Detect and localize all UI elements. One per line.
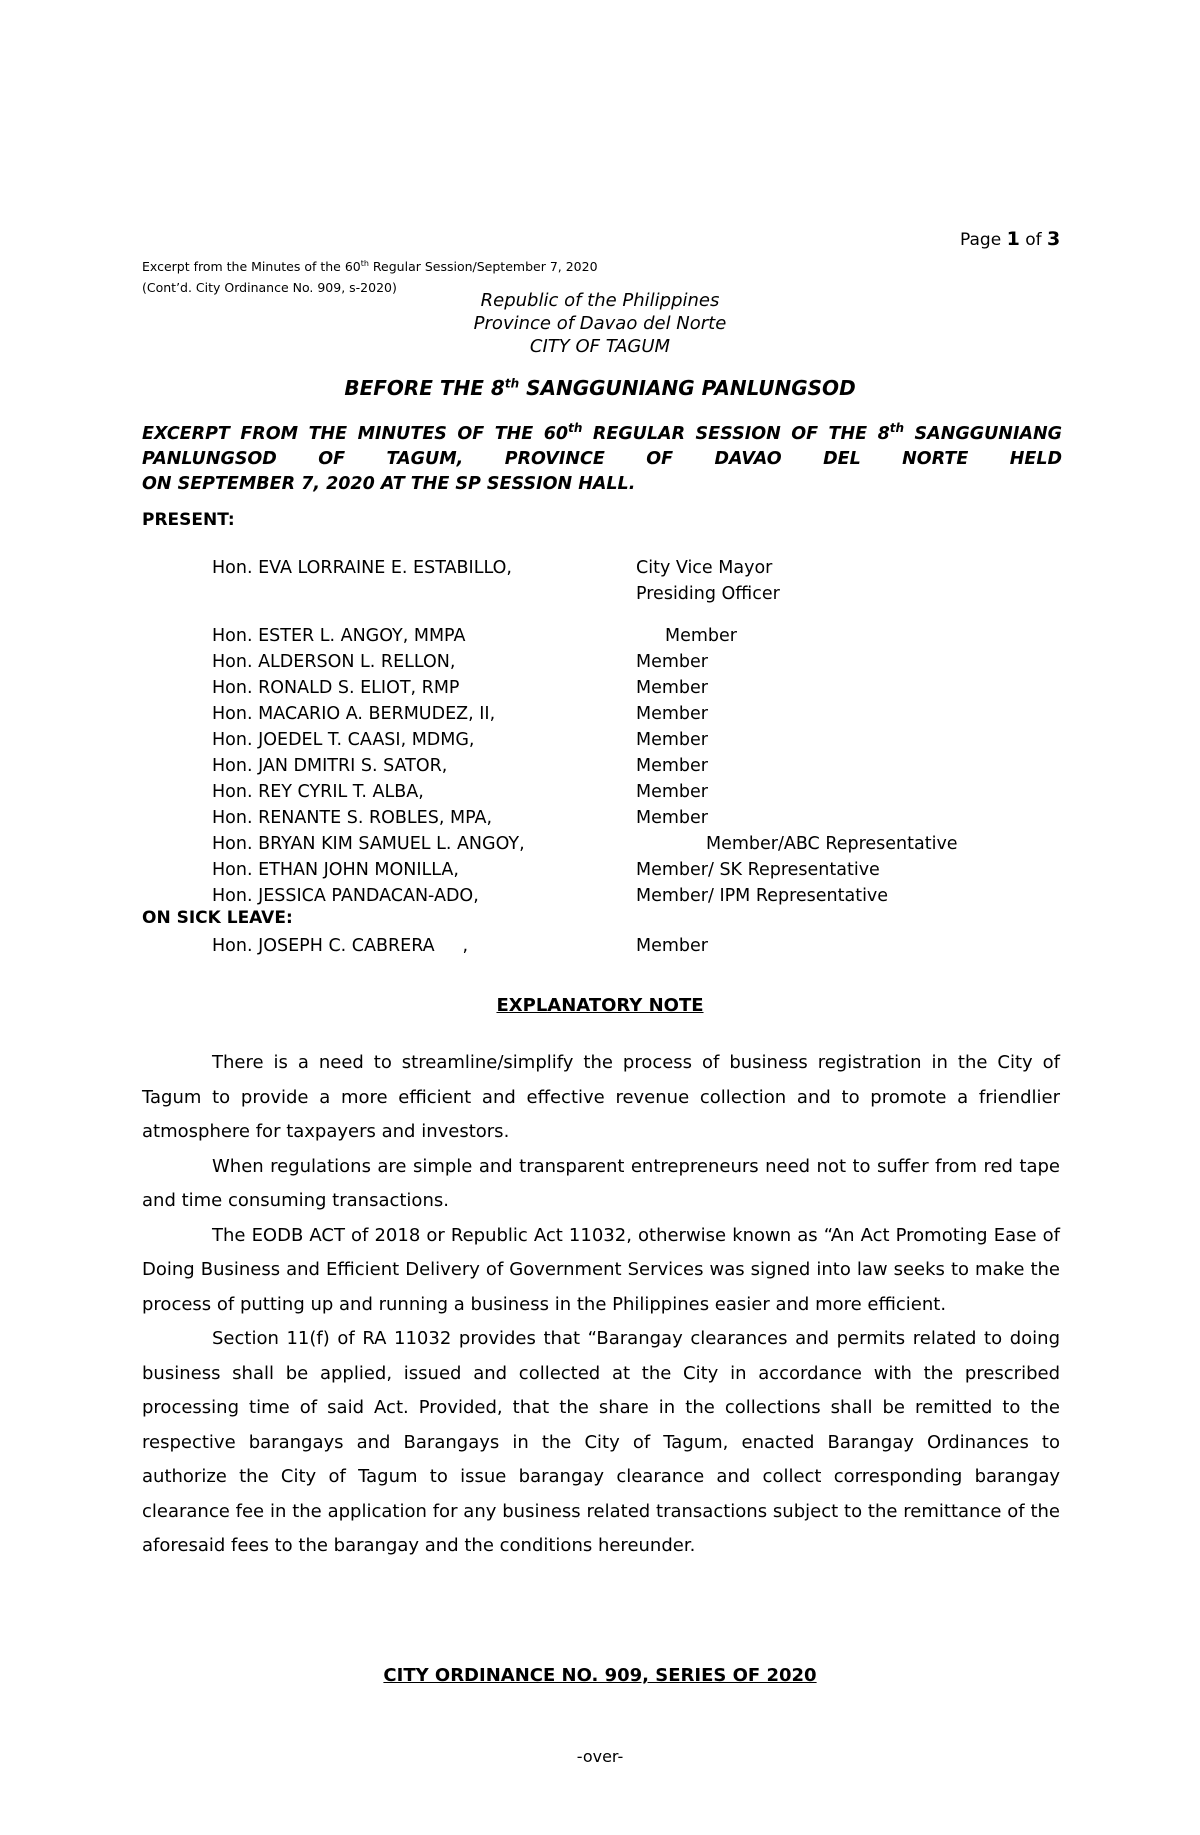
member-name: Hon. MACARIO A. BERMUDEZ, II, [212,704,496,724]
member-name: Hon. RENANTE S. ROBLES, MPA, [212,808,493,828]
member-role: Member [636,678,708,698]
city-line: CITY OF TAGUM [529,336,671,357]
member-role: Member [636,936,708,956]
excerpt-line-1: Excerpt from the Minutes of the 60th Regular Session/September 7, 2020 [142,259,598,275]
member-role: Member/ SK Representative [636,860,880,880]
member-name: Hon. EVA LORRAINE E. ESTABILLO, [212,558,512,578]
member-name: Hon. ESTER L. ANGOY, MMPA [212,626,466,646]
paragraph: The EODB ACT of 2018 or Republic Act 11032, otherwise known as “An Act Promoting Ease of Doing Business and Efficient Delivery of Government Services was signed into law seeks to make the process of putting up and running a business in the Philippines easier and more efficient. [142,1224,1060,1315]
excerpt-line-2: (Cont’d. City Ordinance No. 909, s-2020) [142,280,397,296]
sick-leave-label: ON SICK LEAVE: [142,908,293,928]
before-title: BEFORE THE 8th SANGGUNIANG PANLUNGSOD [344,376,856,400]
member-role: Member [636,782,708,802]
member-row [212,779,1112,805]
footer-over: -over- [576,1747,624,1766]
paragraph: Section 11(f) of RA 11032 provides that “Barangay clearances and permits related to doing business shall be applied, issued and collected at the City in accordance with the prescribed processing time of said Act. Provided, that the share in the collections shall be remitted to the respective barangays and Barangays in the City of Tagum, enacted Barangay Ordinances to authorize the City of Tagum to issue barangay clearance and collect corresponding barangay clearance fee in the application for any business related transactions subject to the remittance of the aforesaid fees to the barangay and the conditions hereunder. [142,1328,1060,1556]
spacer [212,607,1112,623]
page-number: Page 1 of 3 [960,228,1061,250]
letterhead [0,289,1200,358]
member-row [212,701,1112,727]
presiding-row-2 [212,581,1112,607]
member-name: Hon. RONALD S. ELIOT, RMP [212,678,460,698]
member-row [212,883,1112,909]
member-row [212,753,1112,779]
explanatory-note-title: EXPLANATORY NOTE [496,995,704,1016]
member-role: Member [636,704,708,724]
member-name: Hon. JESSICA PANDACAN-ADO, [212,886,479,906]
member-role: Member [636,756,708,776]
member-row [212,727,1112,753]
member-row [212,649,1112,675]
republic-line: Republic of the Philippines [480,290,720,311]
member-row [212,933,1112,959]
member-role: Member [636,730,708,750]
member-name: Hon. REY CYRIL T. ALBA, [212,782,424,802]
member-role: City Vice Mayor [636,558,773,578]
member-row [212,805,1112,831]
paragraph: When regulations are simple and transparent entrepreneurs need not to suffer from red tape and time consuming transactions. [142,1155,1060,1211]
attendance-list [212,555,1112,909]
member-name: Hon. JAN DMITRI S. SATOR, [212,756,448,776]
member-name: Hon. JOSEPH C. CABRERA , [212,936,469,956]
member-row [212,675,1112,701]
member-role: Member/ABC Representative [706,834,958,854]
ordinance-title: CITY ORDINANCE NO. 909, SERIES OF 2020 [383,1665,817,1686]
present-label: PRESENT: [142,510,235,530]
province-line: Province of Davao del Norte [473,313,727,334]
member-role: Member [636,652,708,672]
member-role: Member [636,808,708,828]
member-name: Hon. BRYAN KIM SAMUEL L. ANGOY, [212,834,525,854]
member-role: Presiding Officer [636,584,780,604]
member-name: Hon. ALDERSON L. RELLON, [212,652,456,672]
member-row [212,831,1112,857]
member-name: Hon. ETHAN JOHN MONILLA, [212,860,459,880]
member-name: Hon. JOEDEL T. CAASI, MDMG, [212,730,475,750]
member-row [212,623,1112,649]
sick-leave-list [212,933,1112,959]
minutes-title: EXCERPT FROM THE MINUTES OF THE 60th REGULAR SESSION OF THE 8th SANGGUNIANG PANLUNGSOD OF TAGUM, PROVINCE OF DAVAO DEL NORTE HELD ON SEPTEMBER 7, 2020 AT THE SP SESSION HALL. [142,421,1063,494]
member-row [212,857,1112,883]
member-role: Member [665,626,737,646]
member-role: Member/ IPM Representative [636,886,889,906]
presiding-row [212,555,1112,581]
explanatory-body [142,1046,1060,1564]
paragraph: There is a need to streamline/simplify the process of business registration in the City of Tagum to provide a more efficient and effective revenue collection and to promote a friendlier atmosphere for taxpayers and investors. [142,1052,1060,1142]
